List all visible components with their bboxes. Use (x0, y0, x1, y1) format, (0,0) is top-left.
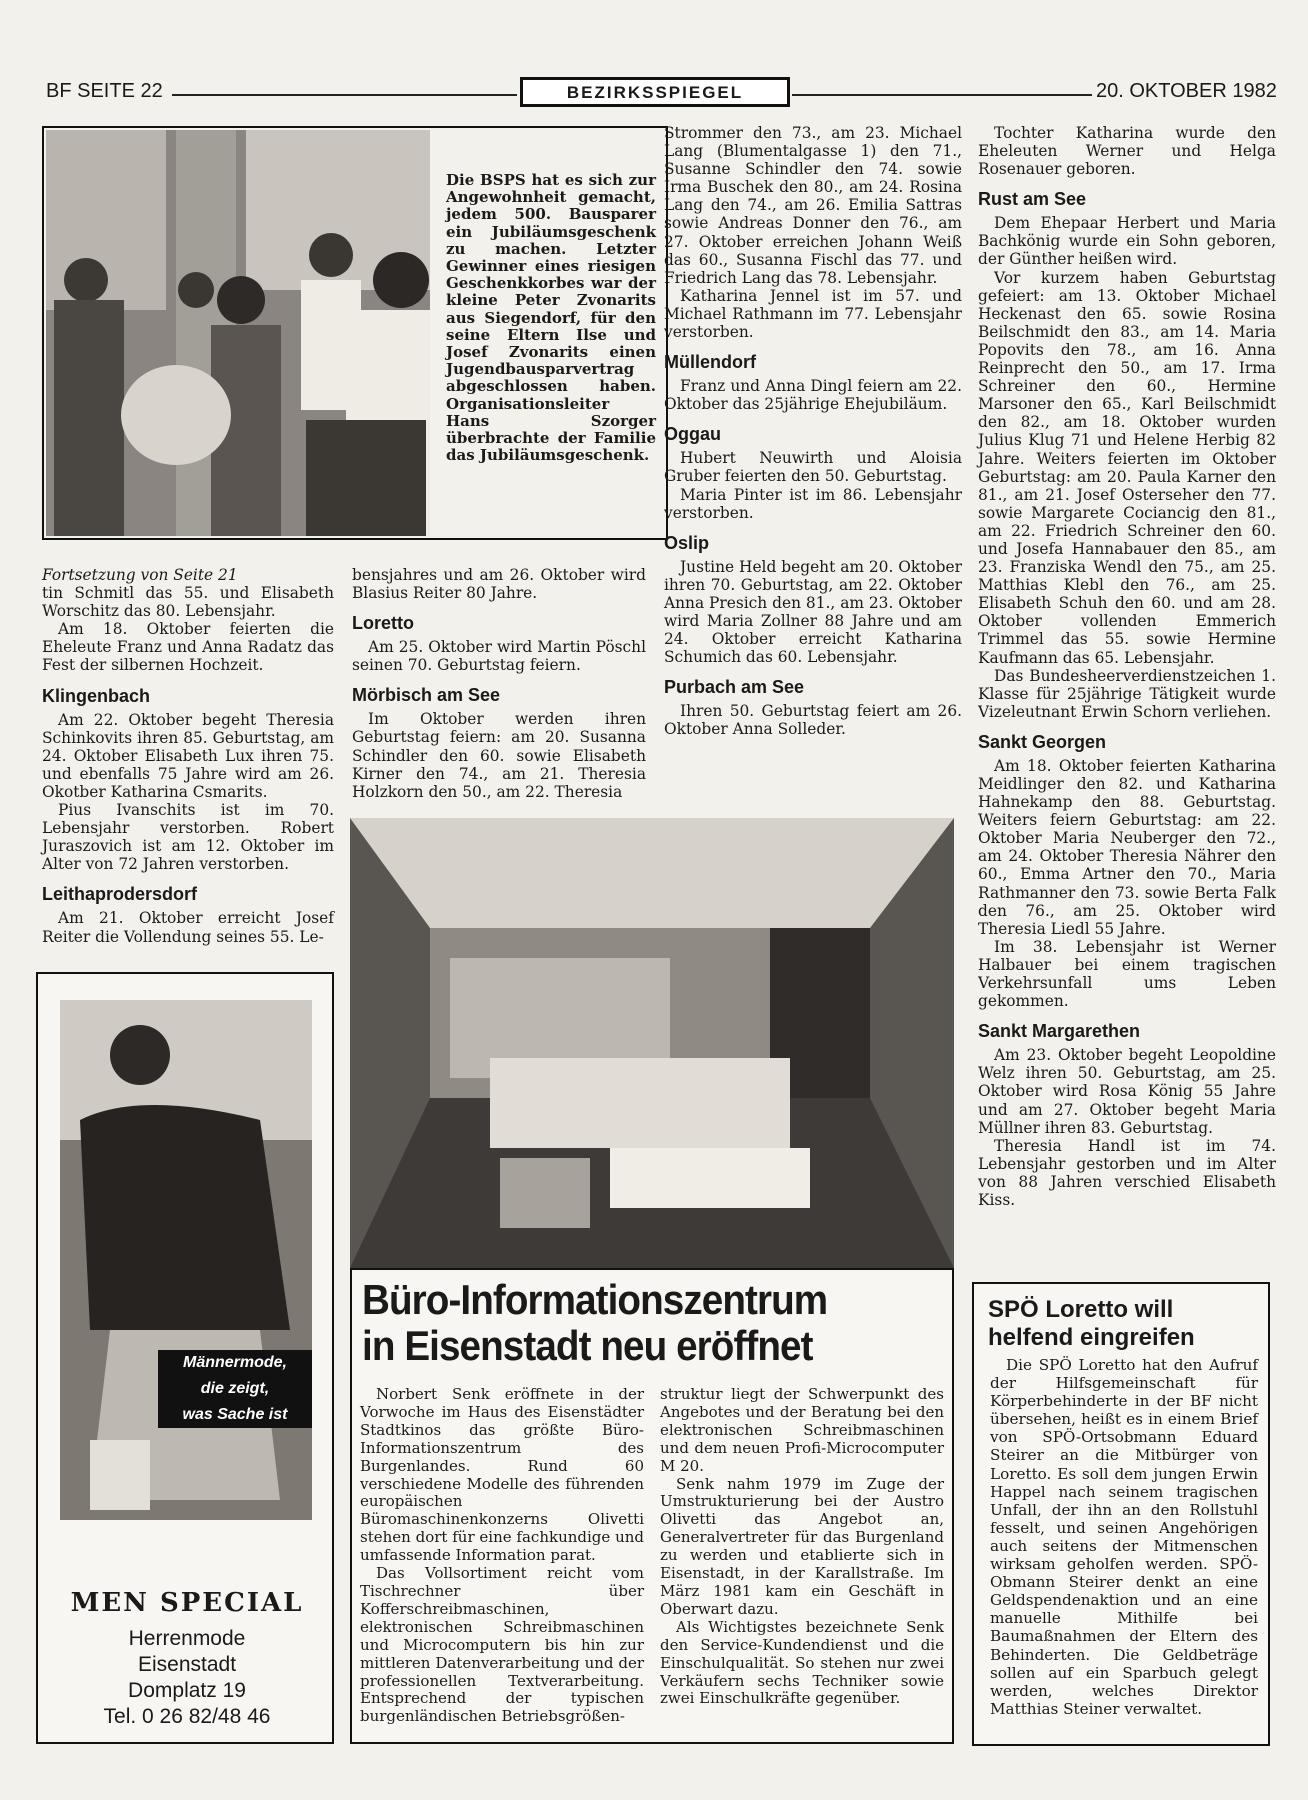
heading-muellendorf: Müllendorf (664, 352, 756, 373)
heading-oslip: Oslip (664, 532, 710, 553)
heading-moerbisch: Mörbisch am See (352, 685, 501, 706)
paragraph: Am 25. Oktober wird Martin Pöschl seinen 70. Geburtstag feiern. (352, 638, 646, 675)
paragraph: Am 23. Oktober begeht Leopoldine Welz ihren 50. Geburtstag, am 25. Oktober wird Rosa König 55 Jahre und am 27. Oktober begeht Maria Müllner ihren 83. Geburtstag. (978, 1046, 1276, 1137)
paragraph: Franz und Anna Dingl feiern am 22. Oktober das 25jährige Ehejubiläum. (664, 377, 962, 414)
spoe-title: SPÖ Loretto will helfend eingreifen (988, 1296, 1195, 1351)
paragraph: Theresia Handl ist im 74. Lebensjahr gestorben und im Alter von 88 Jahren verschied Elisabeth Kiss. (978, 1136, 1276, 1209)
ad-slogan (158, 1350, 312, 1428)
paragraph: Als Wichtigstes bezeichnete Senk den Service-Kundendienst und die Einschulqualität. So stehen nur zwei Verkäufern sechs Techniker sowie zwei Einschulkräfte gegenüber. (660, 1617, 944, 1708)
paragraph: Strommer den 73., am 23. Michael Lang (Blumentalgasse 1) den 71., Susanne Schindler den 74. sowie Irma Buschek den 80., am 24. Rosina Lang den 74., am 26. Emilia Sattras sowie Andreas Donner den 76., am 27. Oktober erreichen Johann Weiß das 60., Susanna Fischl das 77. und Friedrich Lang das 78. Lebensjahr. (664, 124, 962, 287)
paragraph: Pius Ivanschits ist im 70. Lebensjahr verstorben. Robert Juraszovich ist am 12. Oktober im Alter von 72 Jahren verstorben. (42, 801, 334, 874)
paragraph: Am 22. Oktober begeht Theresia Schinkovits ihren 85. Geburtstag, am 24. Oktober Elisabeth Lux ihren 75. und ebenfalls 75 Jahre wird am 26. Okotber Katharina Csmarits. (42, 710, 334, 801)
continuation-note: Fortsetzung von Seite 21 (42, 566, 238, 584)
article-box (350, 1268, 954, 1744)
paragraph: Vor kurzem haben Geburtstag gefeiert: am 13. Oktober Michael Heckenast den 65. sowie Rosina Beilschmidt den 83., am 14. Maria Popovits den 78., am 16. Anna Reinprecht den 50., am 17. Irma Schreiner den 60., Hermine Marsoner den 65., Karl Beilschmidt den 82., am 18. Oktober wurden Julius Klug 71 und Helene Herbig 82 Jahre. Weiters feierten im Oktober Geburtstag: am 20. Paula Karner den 81., am 21. Josef Osterseher den 77. sowie Margarete Cociancig den 81., am 22. Friedrich Schreiner den 60. und Josefa Hannabauer den 85., am 23. Franziska Wendl den 75., am 25. Matthias Klebl den 76., am 25. Elisabeth Schuh den 60. und am 28. Oktober vollenden Emmerich Trimmel das 55. sowie Hermine Kaufmann das 65. Lebensjahr. (978, 268, 1276, 667)
heading-leithaprodersdorf: Leithaprodersdorf (42, 884, 198, 905)
ad-men-special (36, 972, 334, 1744)
paragraph: Ihren 50. Geburtstag feiert am 26. Oktober Anna Solleder. (664, 702, 962, 739)
ad-line: Herrenmode (128, 1627, 246, 1650)
paragraph: Norbert Senk eröffnete in der Vorwoche im Haus des Eisenstädter Stadtkinos das größte Büro-Informationszentrum des Burgenlandes. Rund 60 verschiedene Modelle des führenden europäischen Büromaschinenkonzerns Olivetti stehen dort für eine fachkundige und umfassende Information parat. (360, 1385, 644, 1565)
paragraph: bensjahres und am 26. Oktober wird Blasius Reiter 80 Jahre. (352, 566, 646, 603)
paragraph: Maria Pinter ist im 86. Lebensjahr verstorben. (664, 485, 962, 522)
paragraph: Justine Held begeht am 20. Oktober ihren 70. Geburtstag, am 22. Oktober Anna Presich den 81., am 23. Oktober wird Maria Zollner 88 Jahre und am 24. Oktober erreicht Katharina Schumich das 60. Lebensjahr. (664, 557, 962, 667)
heading-sankt-margarethen: Sankt Margarethen (978, 1021, 1141, 1042)
paragraph: Senk nahm 1979 im Zuge der Umstrukturierung bei der Austro Olivetti das Angebot an, Generalvertreter für das Burgenland zu werden und etablierte sich in Eisenstadt, in der Karallstraße. Im März 1981 kam ein Geschäft in Oberwart dazu. (660, 1474, 944, 1618)
paragraph: Am 21. Oktober erreicht Josef Reiter die Vollendung seines 55. Le- (42, 909, 334, 946)
ad-brand-logo: MEN SPECIAL (70, 1588, 304, 1618)
ad-line: Tel. 0 26 82/48 46 (103, 1705, 271, 1728)
paragraph: Am 18. Oktober feierten Katharina Meidlinger den 82. und Katharina Hahnekamp den 88. Geburtstag. Weiters feiern Geburtstag: am 22. Oktober Maria Neuberger den 72., am 24. Oktober Theresia Nährer den 60., Emma Artner den 70., Maria Rathmanner den 73. sowie Berta Falk den 76., am 25. Oktober wird Theresia Liedl 55 Jahre. (978, 756, 1276, 938)
column-1 (42, 566, 334, 946)
paragraph: Im 38. Lebensjahr ist Werner Halbauer bei einem tragischen Verkehrsunfall ums Leben gekommen. (978, 937, 1276, 1011)
section-label: BEZIRKSSPIEGEL (520, 77, 790, 107)
paragraph: Das Vollsortiment reicht vom Tischrechner über Kofferschreibmaschinen, elektronischen Schreibmaschinen und Microcomputern bis hin zur mittleren Datenverarbeitung und der professionellen Textverarbeitung. Entsprechend der typischen burgenländischen Betriebsgrößen- (360, 1564, 644, 1726)
page-number: BF SEITE 22 (46, 80, 163, 102)
office-photo (350, 818, 954, 1268)
paragraph: Hubert Neuwirth und Aloisia Gruber feierten den 50. Geburtstag. (664, 449, 962, 486)
family-photo (46, 130, 430, 536)
article-column-1 (360, 1386, 644, 1726)
column-3 (664, 124, 962, 738)
ad-line: Eisenstadt (137, 1653, 237, 1676)
photo-caption: Die BSPS hat es sich zur Angewohnheit gemacht, jedem 500. Bausparer ein Jubiläumsgeschenk zu machen. Letzter Gewinner eines riesigen Geschenkkorbes war der kleine Peter Zvonarits aus Siegendorf, für den seine Eltern Ilse und Josef Zvonarits einen Jugendbausparvertrag abgeschlossen haben. Organisationsleiter Hans Szorger überbrachte der Familie das Jubiläumsgeschenk. (446, 171, 656, 465)
header-rule-left (172, 94, 517, 96)
issue-date: 20. OKTOBER 1982 (1096, 80, 1277, 102)
heading-rust: Rust am See (978, 189, 1087, 210)
paragraph: Das Bundesheerverdienstzeichen 1. Klasse für 25jährige Tätigkeit wurde Vizeleutnant Erwin Schorn verliehen. (978, 666, 1276, 721)
spoe-text (990, 1356, 1258, 1718)
article-headline-line2: in Eisenstadt neu eröffnet (362, 1322, 813, 1369)
paragraph: Am 18. Oktober feierten die Eheleute Franz und Anna Radatz das Fest der silbernen Hochzeit. (42, 620, 334, 675)
ad-line: Domplatz 19 (128, 1679, 246, 1702)
heading-sankt-georgen: Sankt Georgen (978, 731, 1107, 752)
paragraph: Im Oktober werden ihren Geburtstag feiern: am 20. Susanna Schindler den 60. sowie Elisabeth Kirner den 74., am 21. Theresia Holzkorn den 50., am 22. Theresia (352, 710, 646, 801)
photo-story-box (42, 126, 668, 540)
article-column-2 (660, 1386, 944, 1708)
paragraph: Katharina Jennel ist im 57. und Michael Rathmann im 77. Lebensjahr verstorben. (664, 286, 962, 342)
heading-klingenbach: Klingenbach (42, 685, 151, 706)
paragraph: tin Schmitl das 55. und Elisabeth Worschitz das 80. Lebensjahr. (42, 584, 334, 621)
paragraph: Die SPÖ Loretto hat den Aufruf der Hilfsgemeinschaft für Körperbehinderte in der BF nicht übersehen, heißt es in einem Brief von SPÖ-Ortsobmann Eduard Steirer an die Mitbürger von Loretto. Es soll dem jungen Erwin Happel nach seinem tragischen Unfall, der ihn an den Rollstuhl fesselt, und seinen Angehörigen auch seitens der Mitmenschen wirksam geholfen werden. SPÖ-Obmann Steirer denkt an eine Geldspendenaktion und an eine manuelle Mithilfe bei Baumaßnahmen der Eltern des Behinderten. Die Geldbeträge sollen auf ein Sparbuch gelegt werden, welches Direktor Matthias Steiner verwaltet. (990, 1356, 1258, 1718)
heading-oggau: Oggau (664, 424, 721, 445)
ad-slogan-line: Männermode, (182, 1354, 287, 1371)
spoe-box (972, 1282, 1270, 1746)
paragraph: Tochter Katharina wurde den Eheleuten Werner und Helga Rosenauer geboren. (978, 124, 1276, 179)
ad-address (38, 1626, 336, 1730)
heading-loretto: Loretto (352, 613, 414, 634)
ad-photo (60, 1000, 312, 1520)
paragraph: struktur liegt der Schwerpunkt des Angebotes und der Beratung bei den elektronischen Schreibmaschinen und dem neuen Profi-Microcomputer M 20. (660, 1385, 944, 1475)
column-2 (352, 566, 646, 801)
paragraph: Dem Ehepaar Herbert und Maria Bachkönig wurde ein Sohn geboren, der Günther heißen wird. (978, 214, 1276, 269)
ad-slogan-line: was Sache ist (182, 1406, 288, 1423)
header-rule-right (792, 94, 1092, 96)
ad-slogan-line: die zeigt, (200, 1380, 270, 1397)
heading-purbach: Purbach am See (664, 677, 805, 698)
article-headline-line1: Büro-Informationszentrum (362, 1276, 828, 1323)
column-4 (978, 124, 1276, 1209)
